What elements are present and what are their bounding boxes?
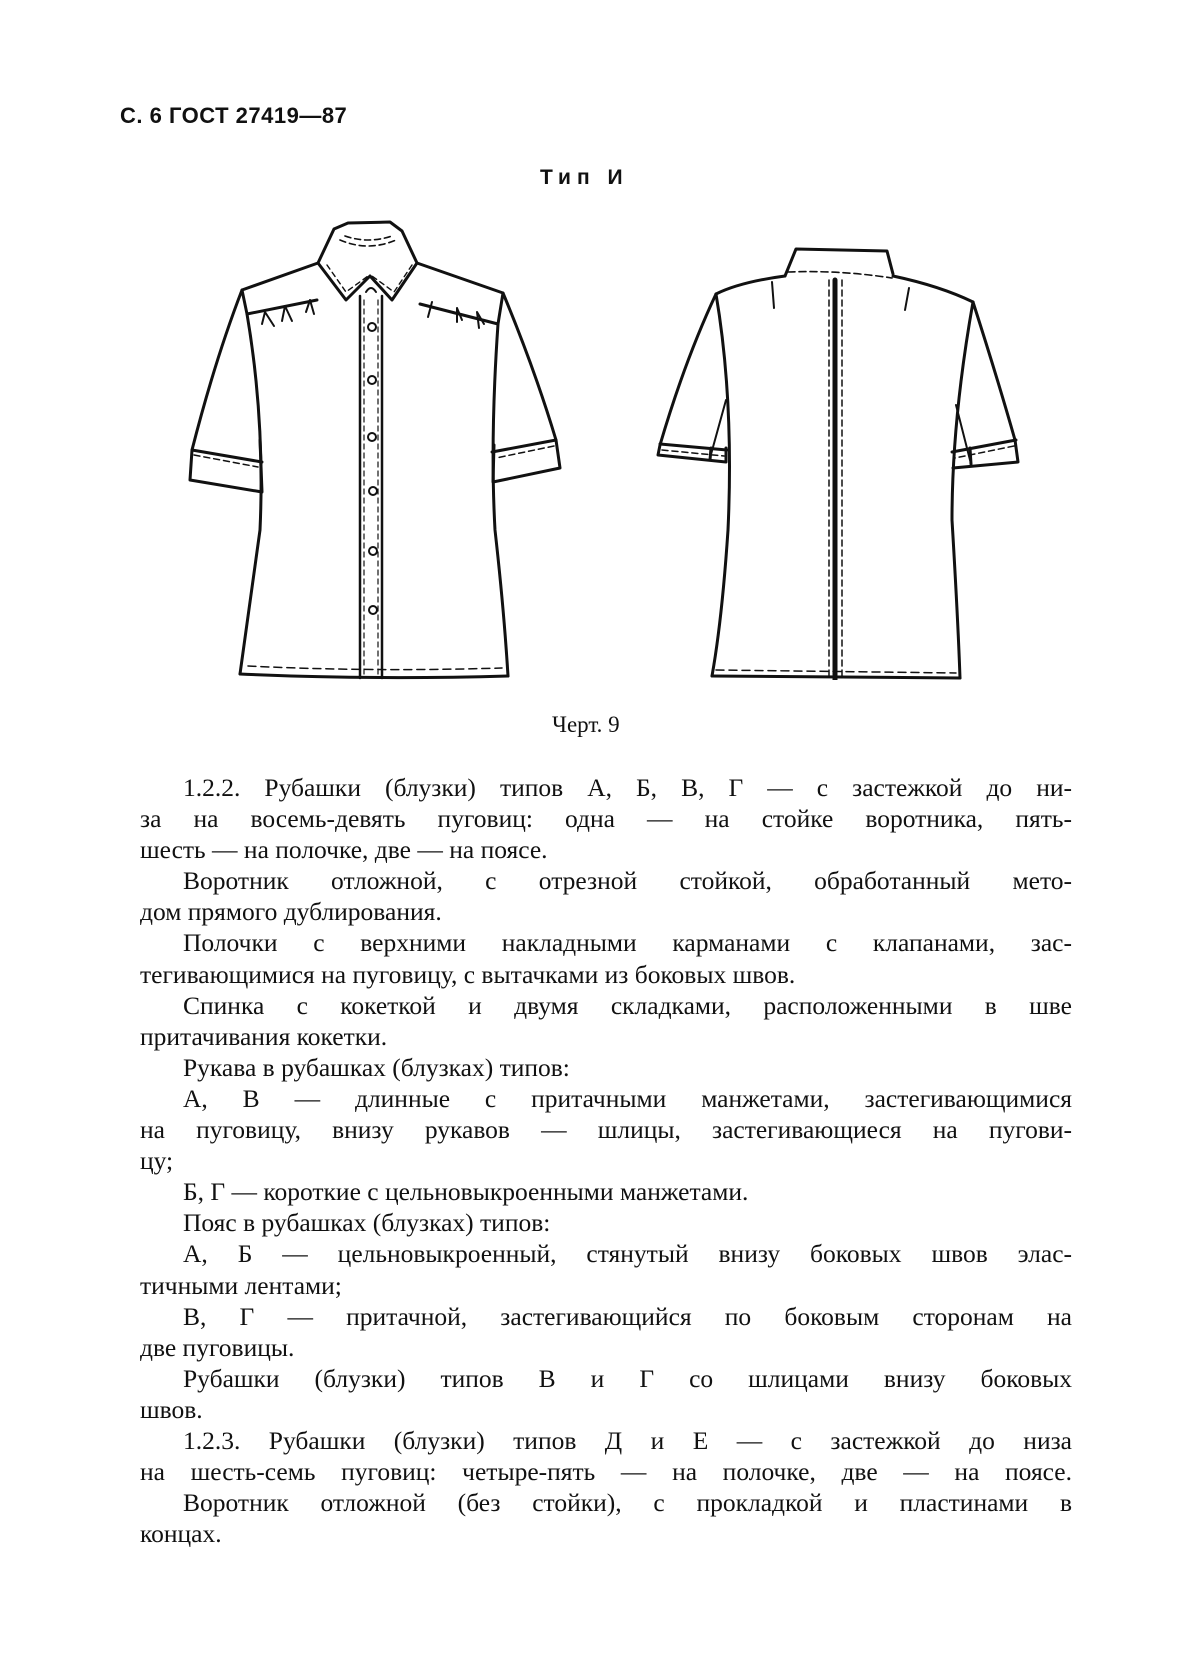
text-line: шесть — на полочке, две — на поясе. [140,835,548,865]
button [369,547,377,555]
front-right-sleeve [493,293,560,482]
button [369,487,377,495]
text-line: цу; [140,1146,174,1176]
text-line: В, Г — притачной, застегивающийся по боковым сторонам на [183,1301,1072,1331]
text-line: дом прямого дублирования. [140,897,442,927]
text-line: на шесть-семь пуговиц: четыре-пять — на полочке, две — на поясе. [140,1457,1072,1487]
text-line: Рубашки (блузки) типов В и Г со шлицами внизу боковых [183,1363,1072,1393]
text-line: швов. [140,1394,203,1424]
text-line: Б, Г — короткие с цельновыкроенными манжетами. [183,1177,749,1207]
text-line: Пояс в рубашках (блузках) типов: [183,1208,551,1238]
shirt-front-view [190,222,560,678]
text-line: за на восемь-девять пуговиц: одна — на стойке воротника, пять- [140,804,1072,834]
text-line: концах. [140,1519,222,1549]
text-line: Рукава в рубашках (блузках) типов: [183,1052,570,1082]
text-line: 1.2.3. Рубашки (блузки) типов Д и Е — с застежкой до низа [183,1425,1072,1455]
page-header: С. 6 ГОСТ 27419—87 [120,103,348,128]
shirt-back-view [658,249,1018,680]
text-line: Воротник отложной (без стойки), с прокладкой и пластинами в [183,1488,1072,1518]
text-line: Полочки с верхними накладными карманами с клапанами, зас- [183,928,1072,958]
figure-type-title: Тип И [540,166,629,189]
front-collar [318,222,417,300]
text-line: тегивающимися на пуговицу, с вытачками из боковых швов. [140,959,796,989]
text-line: Воротник отложной, с отрезной стойкой, обработанный мето- [183,866,1072,896]
text-line: притачивания кокетки. [140,1021,388,1051]
text-line: тичными лентами; [140,1270,342,1300]
button [368,323,376,331]
back-right-sleeve [953,302,1018,468]
shirt-drawing [170,200,1030,680]
button [368,376,376,384]
text-line: А, В — длинные с притачными манжетами, застегивающимися [183,1083,1072,1113]
text-line: на пуговицу, внизу рукавов — шлицы, застегивающиеся на пугови- [140,1115,1072,1145]
button [369,606,377,614]
text-line: Спинка с кокеткой и двумя складками, расположенными в шве [183,990,1072,1020]
text-line: 1.2.2. Рубашки (блузки) типов А, Б, В, Г — с застежкой до ни- [183,773,1072,802]
text-line: две пуговицы. [140,1332,295,1362]
button [368,433,376,441]
text-line: А, Б — цельновыкроенный, стянутый внизу боковых швов элас- [183,1239,1072,1269]
body-text [140,772,1072,1549]
figure-caption: Черт. 9 [552,712,620,737]
